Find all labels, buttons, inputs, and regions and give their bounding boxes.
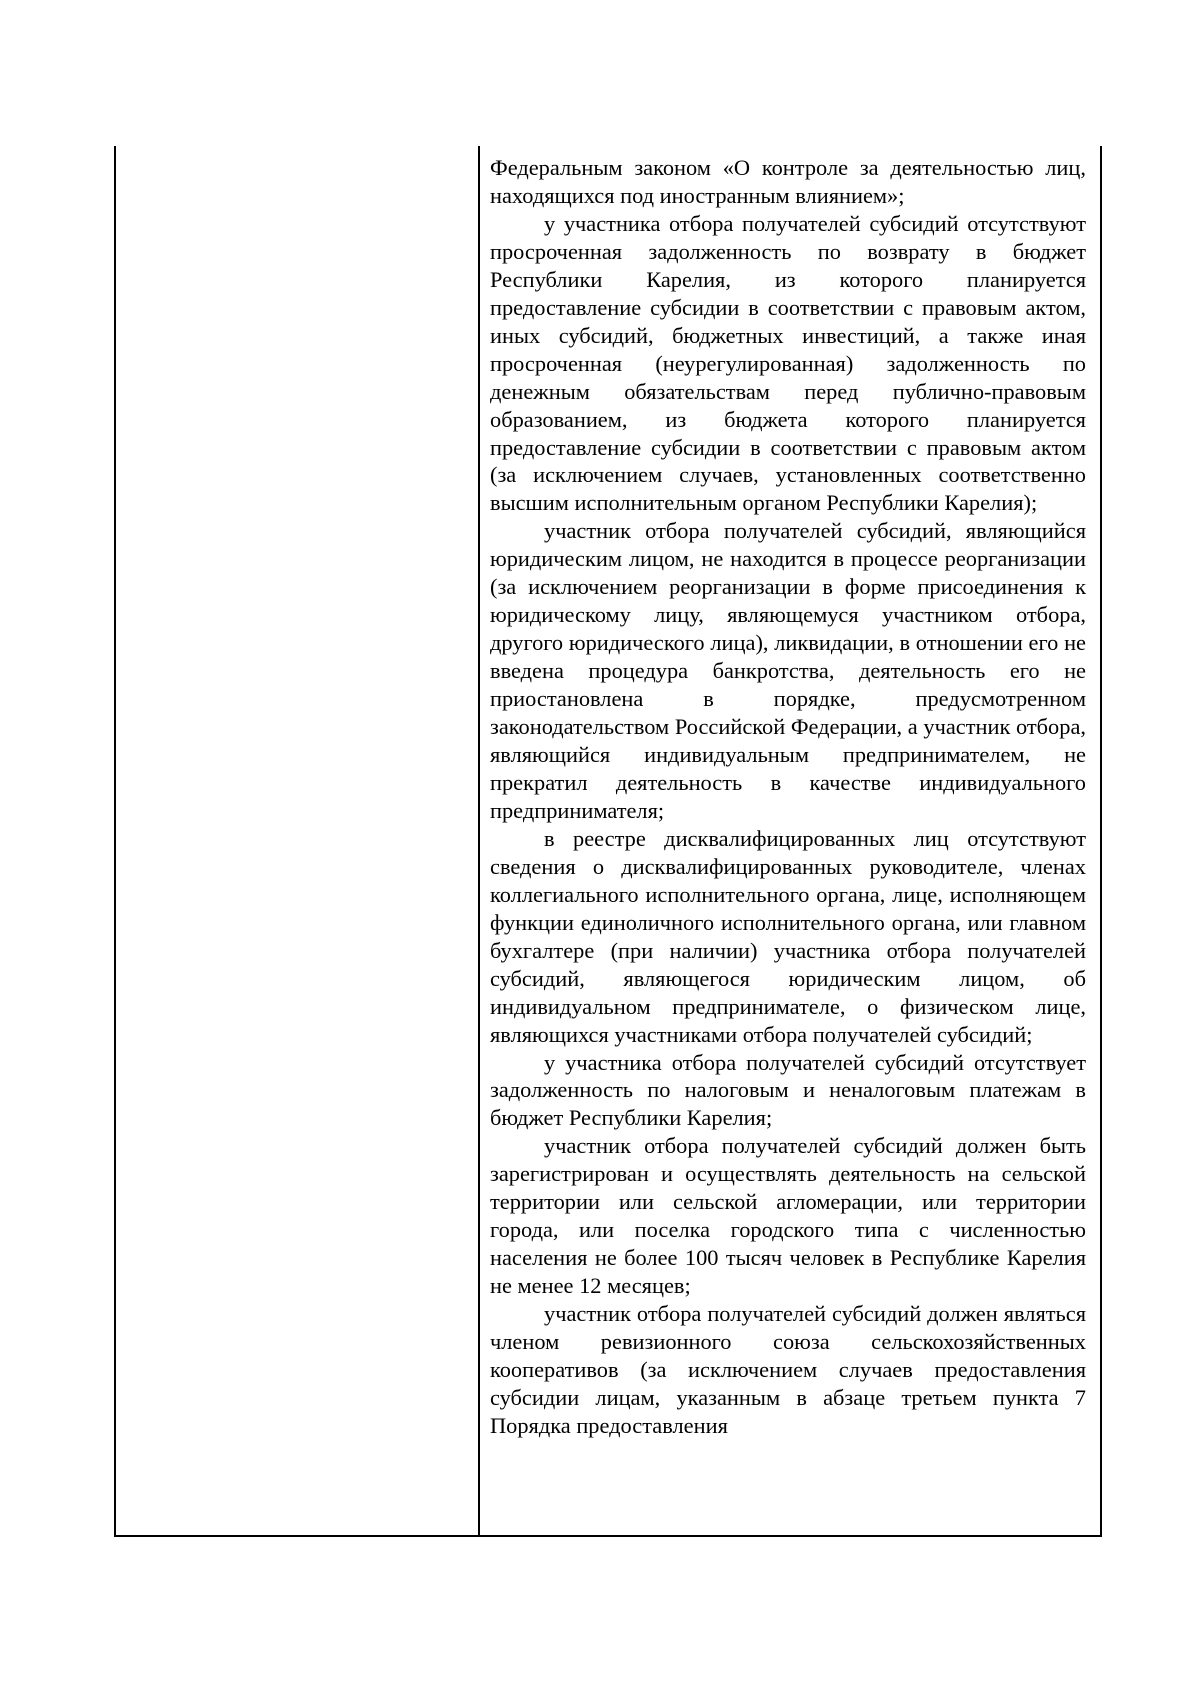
table-right-cell xyxy=(490,154,1086,1440)
table-left-cell xyxy=(116,146,478,1535)
paragraph-4: в реестре дисквалифицированных лиц отсутствуют сведения о дисквалифицированных руководителе, членах коллегиального исполнительного органа, лице, исполняющем функции единоличного исполнительного органа, или главном бухгалтере (при наличии) участника отбора получателей субсидий, являющегося юридическим лицом, об индивидуальном предпринимателе, о физическом лице, являющихся участниками отбора получателей субсидий; xyxy=(490,825,1086,1047)
paragraph-2: у участника отбора получателей субсидий отсутствуют просроченная задолженность по возврату в бюджет Республики Карелия, из которого планируется предоставление субсидии в соответствии с правовым актом, иных субсидий, бюджетных инвестиций, а также иная просроченная (неурегулированная) задолженность по денежным обязательствам перед публично-правовым образованием, из бюджета которого планируется предоставление субсидии в соответствии с правовым актом (за исключением случаев, установленных соответственно высшим исполнительным органом Республики Карелия); xyxy=(490,210,1086,516)
paragraph-5: у участника отбора получателей субсидий отсутствует задолженность по налоговым и неналоговым платежам в бюджет Республики Карелия; xyxy=(490,1049,1086,1131)
paragraph-3: участник отбора получателей субсидий, являющийся юридическим лицом, не находится в процессе реорганизации (за исключением реорганизации в форме присоединения к юридическому лицу, являющемуся участником отбора, другого юридического лица), ликвидации, в отношении его не введена процедура банкротства, деятельность его не приостановлена в порядке, предусмотренном законодательством Российской Федерации, а участник отбора, являющийся индивидуальным предпринимателем, не прекратил деятельность в качестве индивидуального предпринимателя; xyxy=(490,518,1086,823)
paragraph-7: участник отбора получателей субсидий должен являться членом ревизионного союза сельскохозяйственных кооперативов (за исключением случаев предоставления субсидии лицам, указанным в абзаце третьем пункта 7 Порядка предоставления xyxy=(490,1301,1086,1438)
paragraph-6: участник отбора получателей субсидий должен быть зарегистрирован и осуществлять деятельность на сельской территории или сельской агломерации, или территории города, или поселка городского типа с численностью населения не более 100 тысяч человек в Республике Карелия не менее 12 месяцев; xyxy=(490,1133,1086,1299)
column-divider xyxy=(478,146,480,1535)
document-table xyxy=(114,146,1102,1537)
paragraph-1: Федеральным законом «О контроле за деятельностью лиц, находящихся под иностранным влиянием»; xyxy=(490,155,1086,208)
